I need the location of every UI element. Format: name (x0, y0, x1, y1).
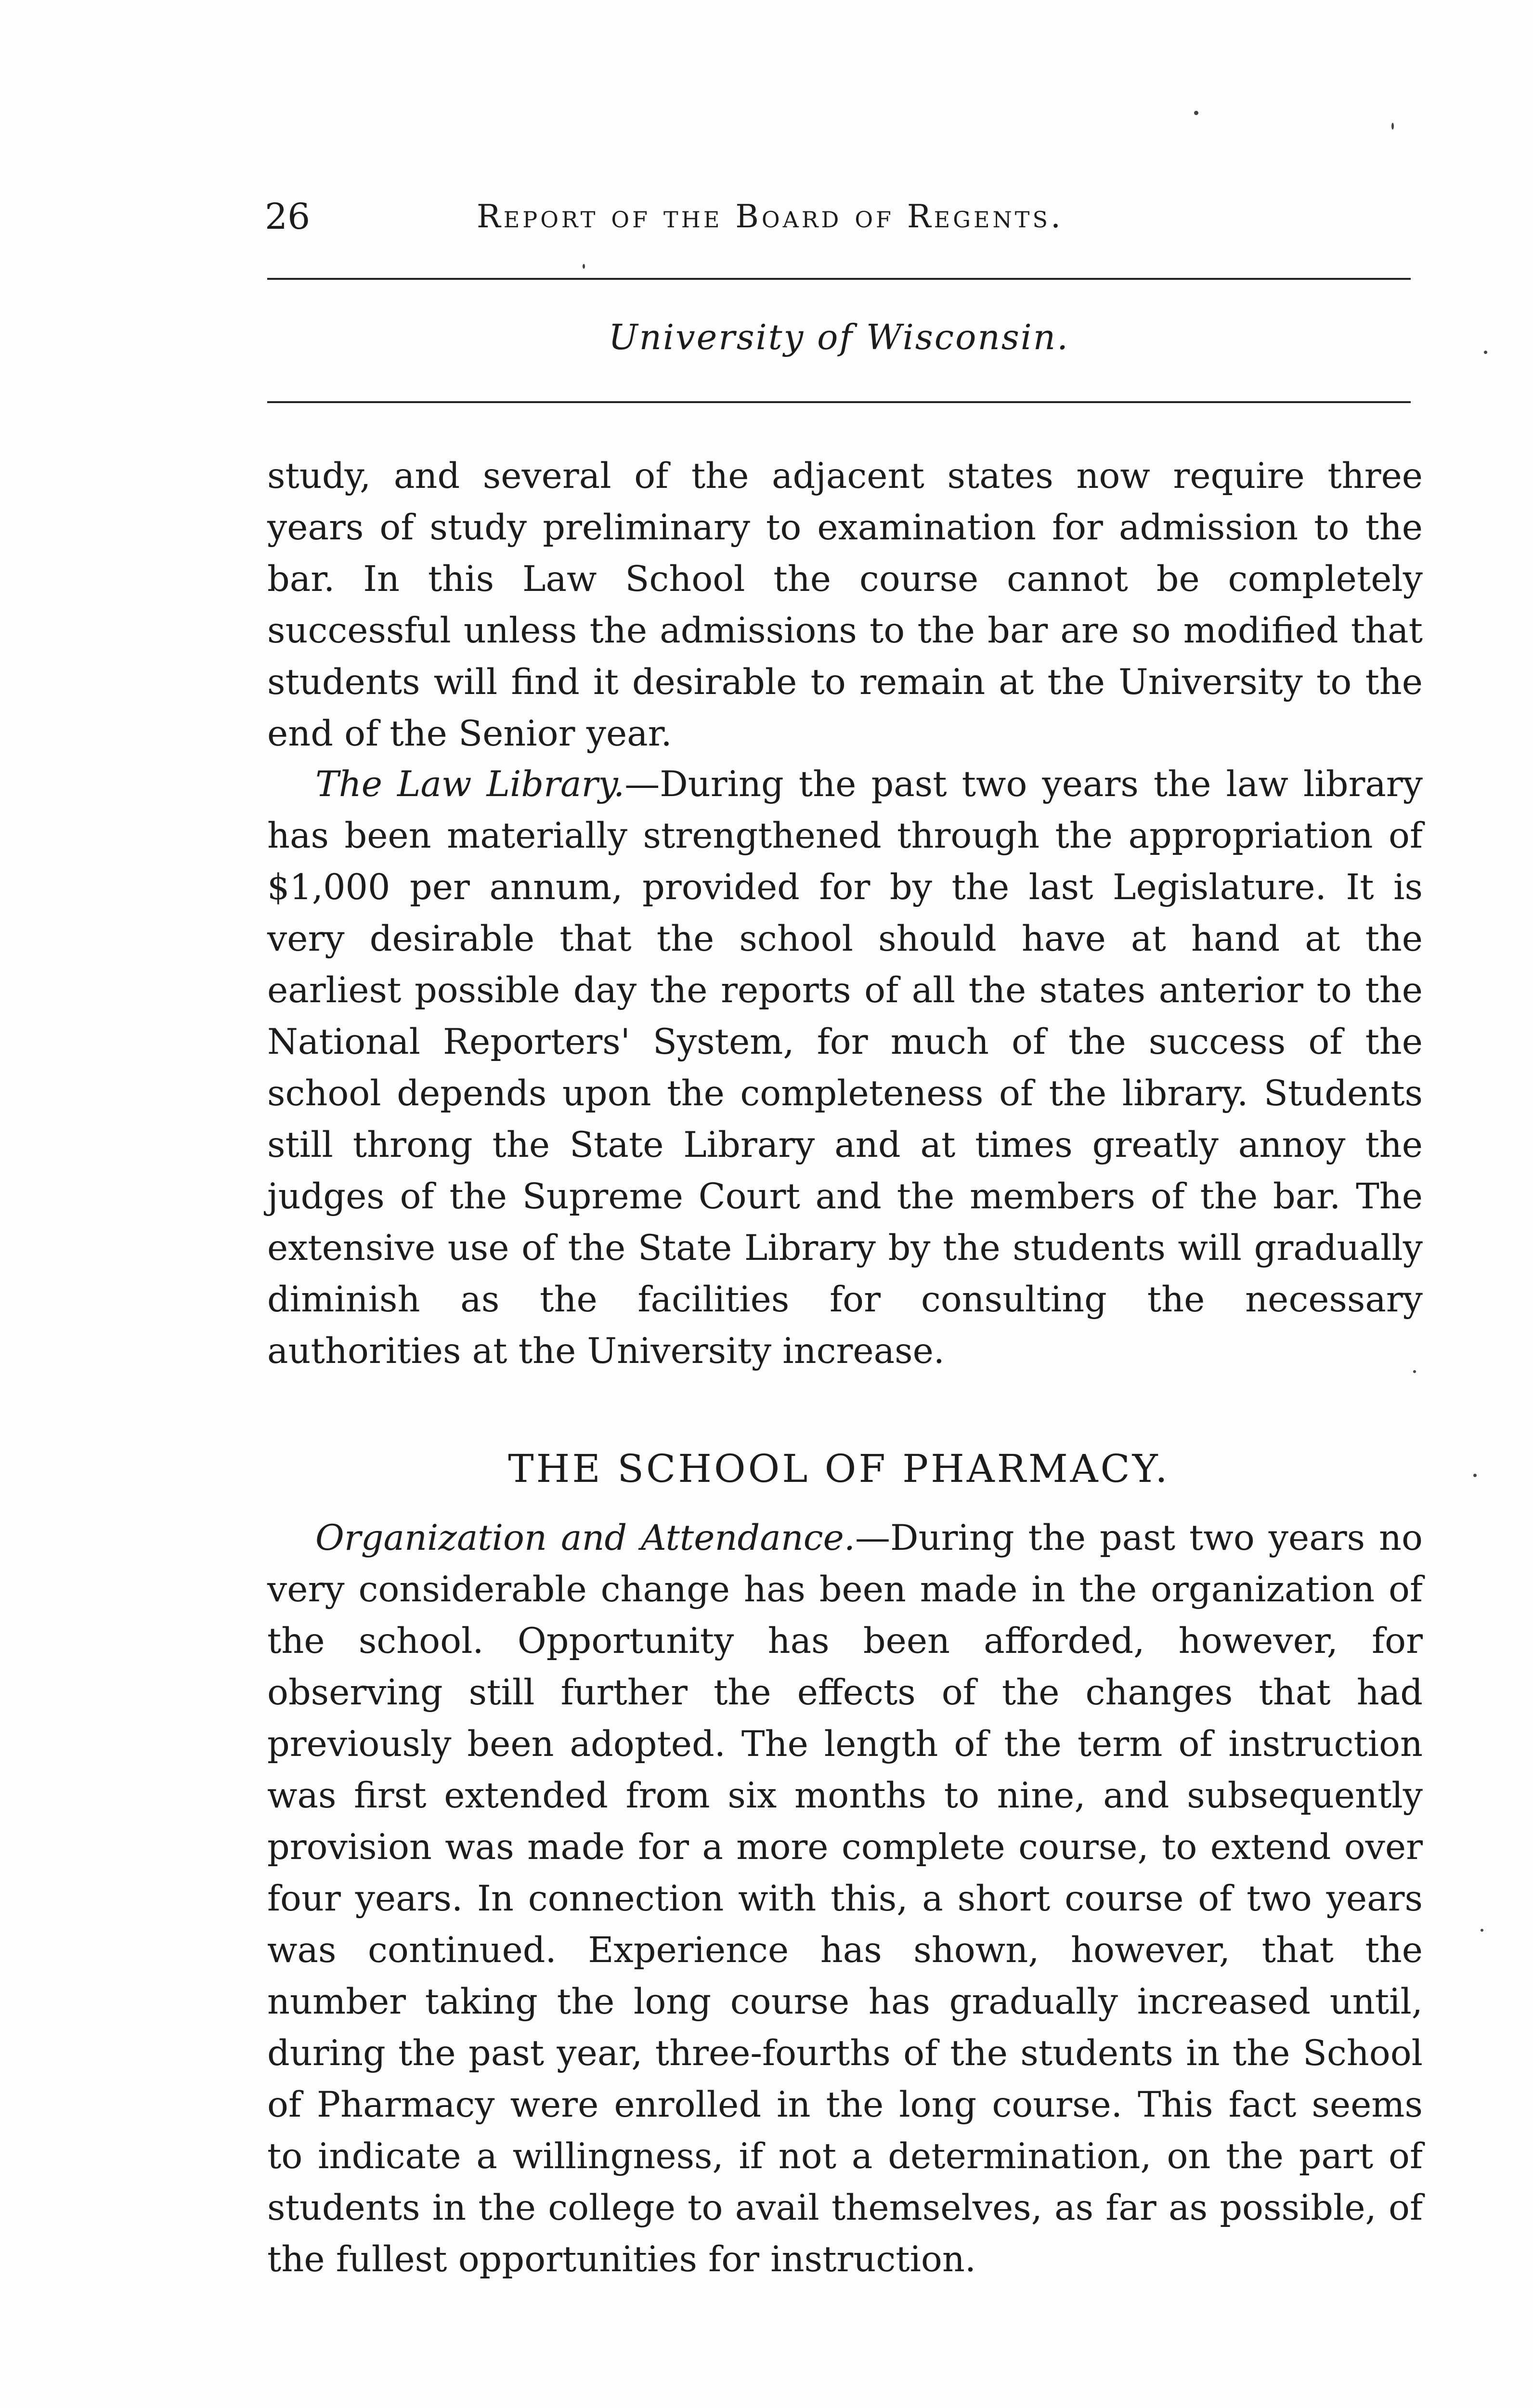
section-heading: THE SCHOOL OF PHARMACY. (508, 1446, 1170, 1491)
header-rule-bottom (267, 401, 1411, 403)
paragraph-lead-in: Organization and Attendance. (315, 1518, 856, 1558)
paragraph-text: —During the past two years the law library has been materially strengthened through the appropriation of $1,000 per annum, provided for by the last Legislature. It is very desirable that the school should have at hand at the earliest possible day the reports of all the states anterior to the National Reporters' System, for much of the success of the school depends upon the completeness of the library. Students still throng the State Library and at times greatly annoy the judges of the Supreme Court and the members of the bar. The extensive use of the State Library by the students will gradually diminish as the facilities for consulting the necessary authorities at the University increase. (267, 764, 1423, 1372)
running-head (265, 190, 1406, 243)
paragraph-text: study, and several of the adjacent states now require three years of study preliminary to examination for admission to the bar. In this Law School the course cannot be completely successful unless the admissions to the bar are so modified that students will find it desirable to remain at the University to the end of the Senior year. (267, 456, 1423, 754)
scan-speck (1194, 111, 1198, 115)
paragraph-lead-in: The Law Library. (315, 764, 625, 805)
scan-speck (583, 264, 585, 269)
scan-speck (1473, 1474, 1477, 1477)
scan-speck (1391, 123, 1394, 130)
scan-speck (1413, 1370, 1416, 1373)
paragraph-law-school-continued (267, 450, 1423, 759)
page-number: 26 (265, 196, 311, 237)
running-title: Report of the Board of Regents. (477, 198, 1064, 235)
paragraph-law-library (267, 759, 1423, 1377)
scan-speck (1481, 1929, 1483, 1932)
section-subtitle: University of Wisconsin. (608, 317, 1070, 357)
paragraph-organization-attendance (267, 1512, 1423, 2285)
paragraph-body (267, 1512, 1423, 2285)
header-rule-top (267, 278, 1411, 280)
paragraph-body (267, 759, 1423, 1377)
scan-speck (1484, 351, 1487, 354)
paragraph-text: —During the past two years no very considerable change has been made in the organization of the school. Opportunity has been afforded, however, for observing still further the effects of the changes that had previously been adopted. The length of the term of instruction was first extended from six months to nine, and subsequently provision was made for a more complete course, to extend over four years. In connection with this, a short course of two years was continued. Experience has shown, however, that the number taking the long course has gradually increased until, during the past year, three-fourths of the students in the School of Pharmacy were enrolled in the long course. This fact seems to indicate a willingness, if not a determination, on the part of students in the college to avail themselves, as far as possible, of the fullest opportunities for instruction. (267, 1518, 1423, 2280)
